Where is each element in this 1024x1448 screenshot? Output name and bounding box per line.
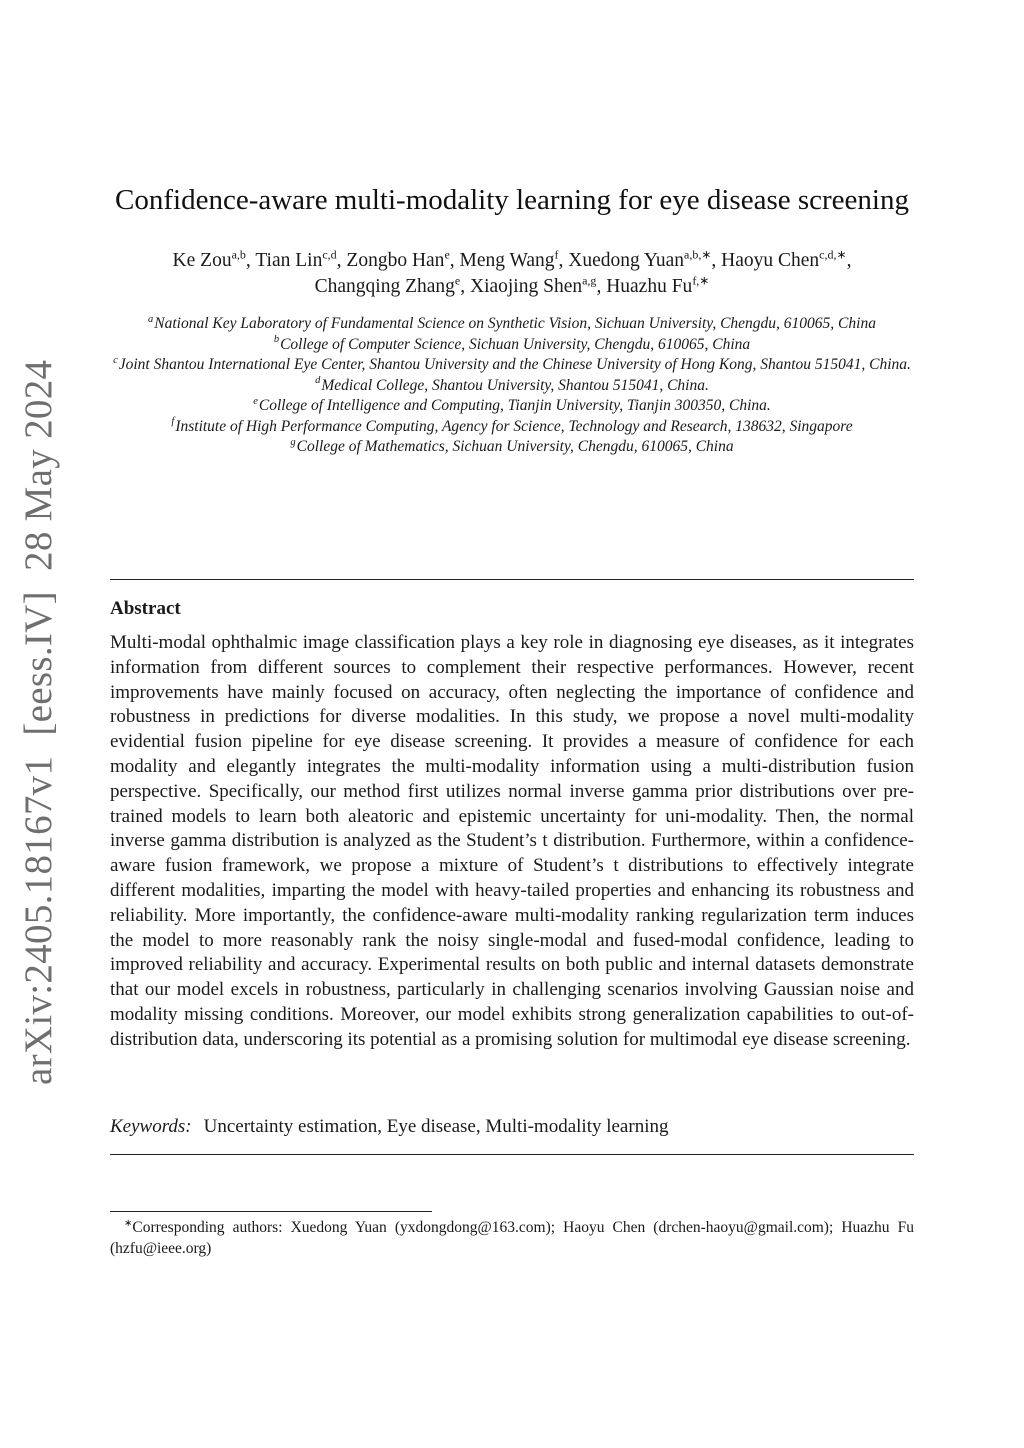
- affiliation: $^e$College of Intelligence and Computing, Tianjin University, Tianjin 300350, China.: [253, 395, 771, 414]
- footnote-mark: ∗: [124, 1217, 133, 1229]
- affiliation-list: [110, 314, 914, 458]
- author: Zongbo Han$^e$,: [346, 247, 460, 271]
- abstract-bottom-rule: [110, 1154, 914, 1155]
- abstract-heading: Abstract: [110, 598, 181, 619]
- author: Xuedong Yuan$^{a,b,∗}$,: [568, 247, 722, 271]
- author: Xiaojing Shen$^{a,g}$,: [469, 273, 607, 297]
- author-list: [110, 248, 914, 300]
- abstract-top-rule: [110, 579, 914, 580]
- keywords-line: [110, 1116, 914, 1138]
- footnote-text: Corresponding authors: Xuedong Yuan (yxdongdong@163.com); Haoyu Chen (drchen-haoyu@gmail.com); Huazhu Fu (hzfu@ieee.org): [110, 1219, 914, 1257]
- author: Huazhu $Fu^{f,∗}$: [606, 273, 710, 297]
- footnote-rule: [110, 1211, 432, 1212]
- arxiv-side-stamp: arXiv:2405.18167v1 [eess.IV] 28 May 2024: [17, 359, 60, 1085]
- affiliation: $^c$Joint Shantou International Eye Center, Shantou University and the Chinese University of Hong Kong, Shantou 515041, China.: [113, 354, 911, 373]
- keywords-text: Uncertainty estimation, Eye disease, Multi-modality learning: [203, 1116, 669, 1137]
- affiliation: $^d$Medical College, Shantou University, Shantou 515041, China.: [315, 375, 709, 394]
- author: Ke Zou$^{a,b}$,: [172, 247, 256, 271]
- corresponding-authors-footnote: [110, 1217, 914, 1259]
- author: Haoyu Chen$^{c,d,∗}$,: [721, 247, 852, 271]
- author: Meng Wang$^f$,: [459, 247, 569, 271]
- abstract-text: Multi-modal ophthalmic image classification plays a key role in diagnosing eye diseases, as it integrates information from different sources to complement their respective performances. However, recent improvements have mainly focused on accuracy, often neglecting the importance of confidence and robustness in predictions for diverse modalities. In this study, we propose a novel multi-modality evidential fusion pipeline for eye disease screening. It provides a measure of confidence for each modality and elegantly integrates the multi-modality information using a multi-distribution fusion perspective. Specifically, our method first utilizes normal inverse gamma prior distributions over pre-trained models to learn both aleatoric and epistemic uncertainty for uni-modality. Then, the normal inverse gamma distribution is analyzed as the Student’s t distribution. Furthermore, within a confidence-aware fusion framework, we propose a mixture of Student’s t distributions to effectively integrate different modalities, imparting the model with heavy-tailed properties and enhancing its robustness and reliability. More importantly, the confidence-aware multi-modality ranking regularization term induces the model to more reasonably rank the noisy single-modal and fused-modal confidence, leading to improved reliability and accuracy. Experimental results on both public and internal datasets demonstrate that our model excels in robustness, particularly in challenging scenarios involving Gaussian noise and modality missing conditions. Moreover, our model exhibits strong generalization capabilities to out-of-distribution data, underscoring its potential as a promising solution for multimodal eye disease screening.: [110, 632, 914, 1050]
- author: Changqing Zhang$^e$,: [314, 273, 470, 297]
- paper-title: Confidence-aware multi-modality learning for eye disease screening: [115, 184, 909, 216]
- affiliation: $^a$National Key Laboratory of Fundamental Science on Synthetic Vision, Sichuan University, Chengdu, 610065, China: [148, 313, 876, 332]
- author: Tian Lin$^{c,d}$,: [255, 247, 347, 271]
- affiliation: $^g$College of Mathematics, Sichuan University, Chengdu, 610065, China: [290, 436, 734, 455]
- affiliation: $^b$College of Computer Science, Sichuan University, Chengdu, 610065, China: [273, 334, 751, 353]
- keywords-label: Keywords:: [110, 1116, 192, 1137]
- affiliation: $^f$Institute of High Performance Computing, Agency for Science, Technology and Research, 138632, Singapore: [171, 416, 853, 435]
